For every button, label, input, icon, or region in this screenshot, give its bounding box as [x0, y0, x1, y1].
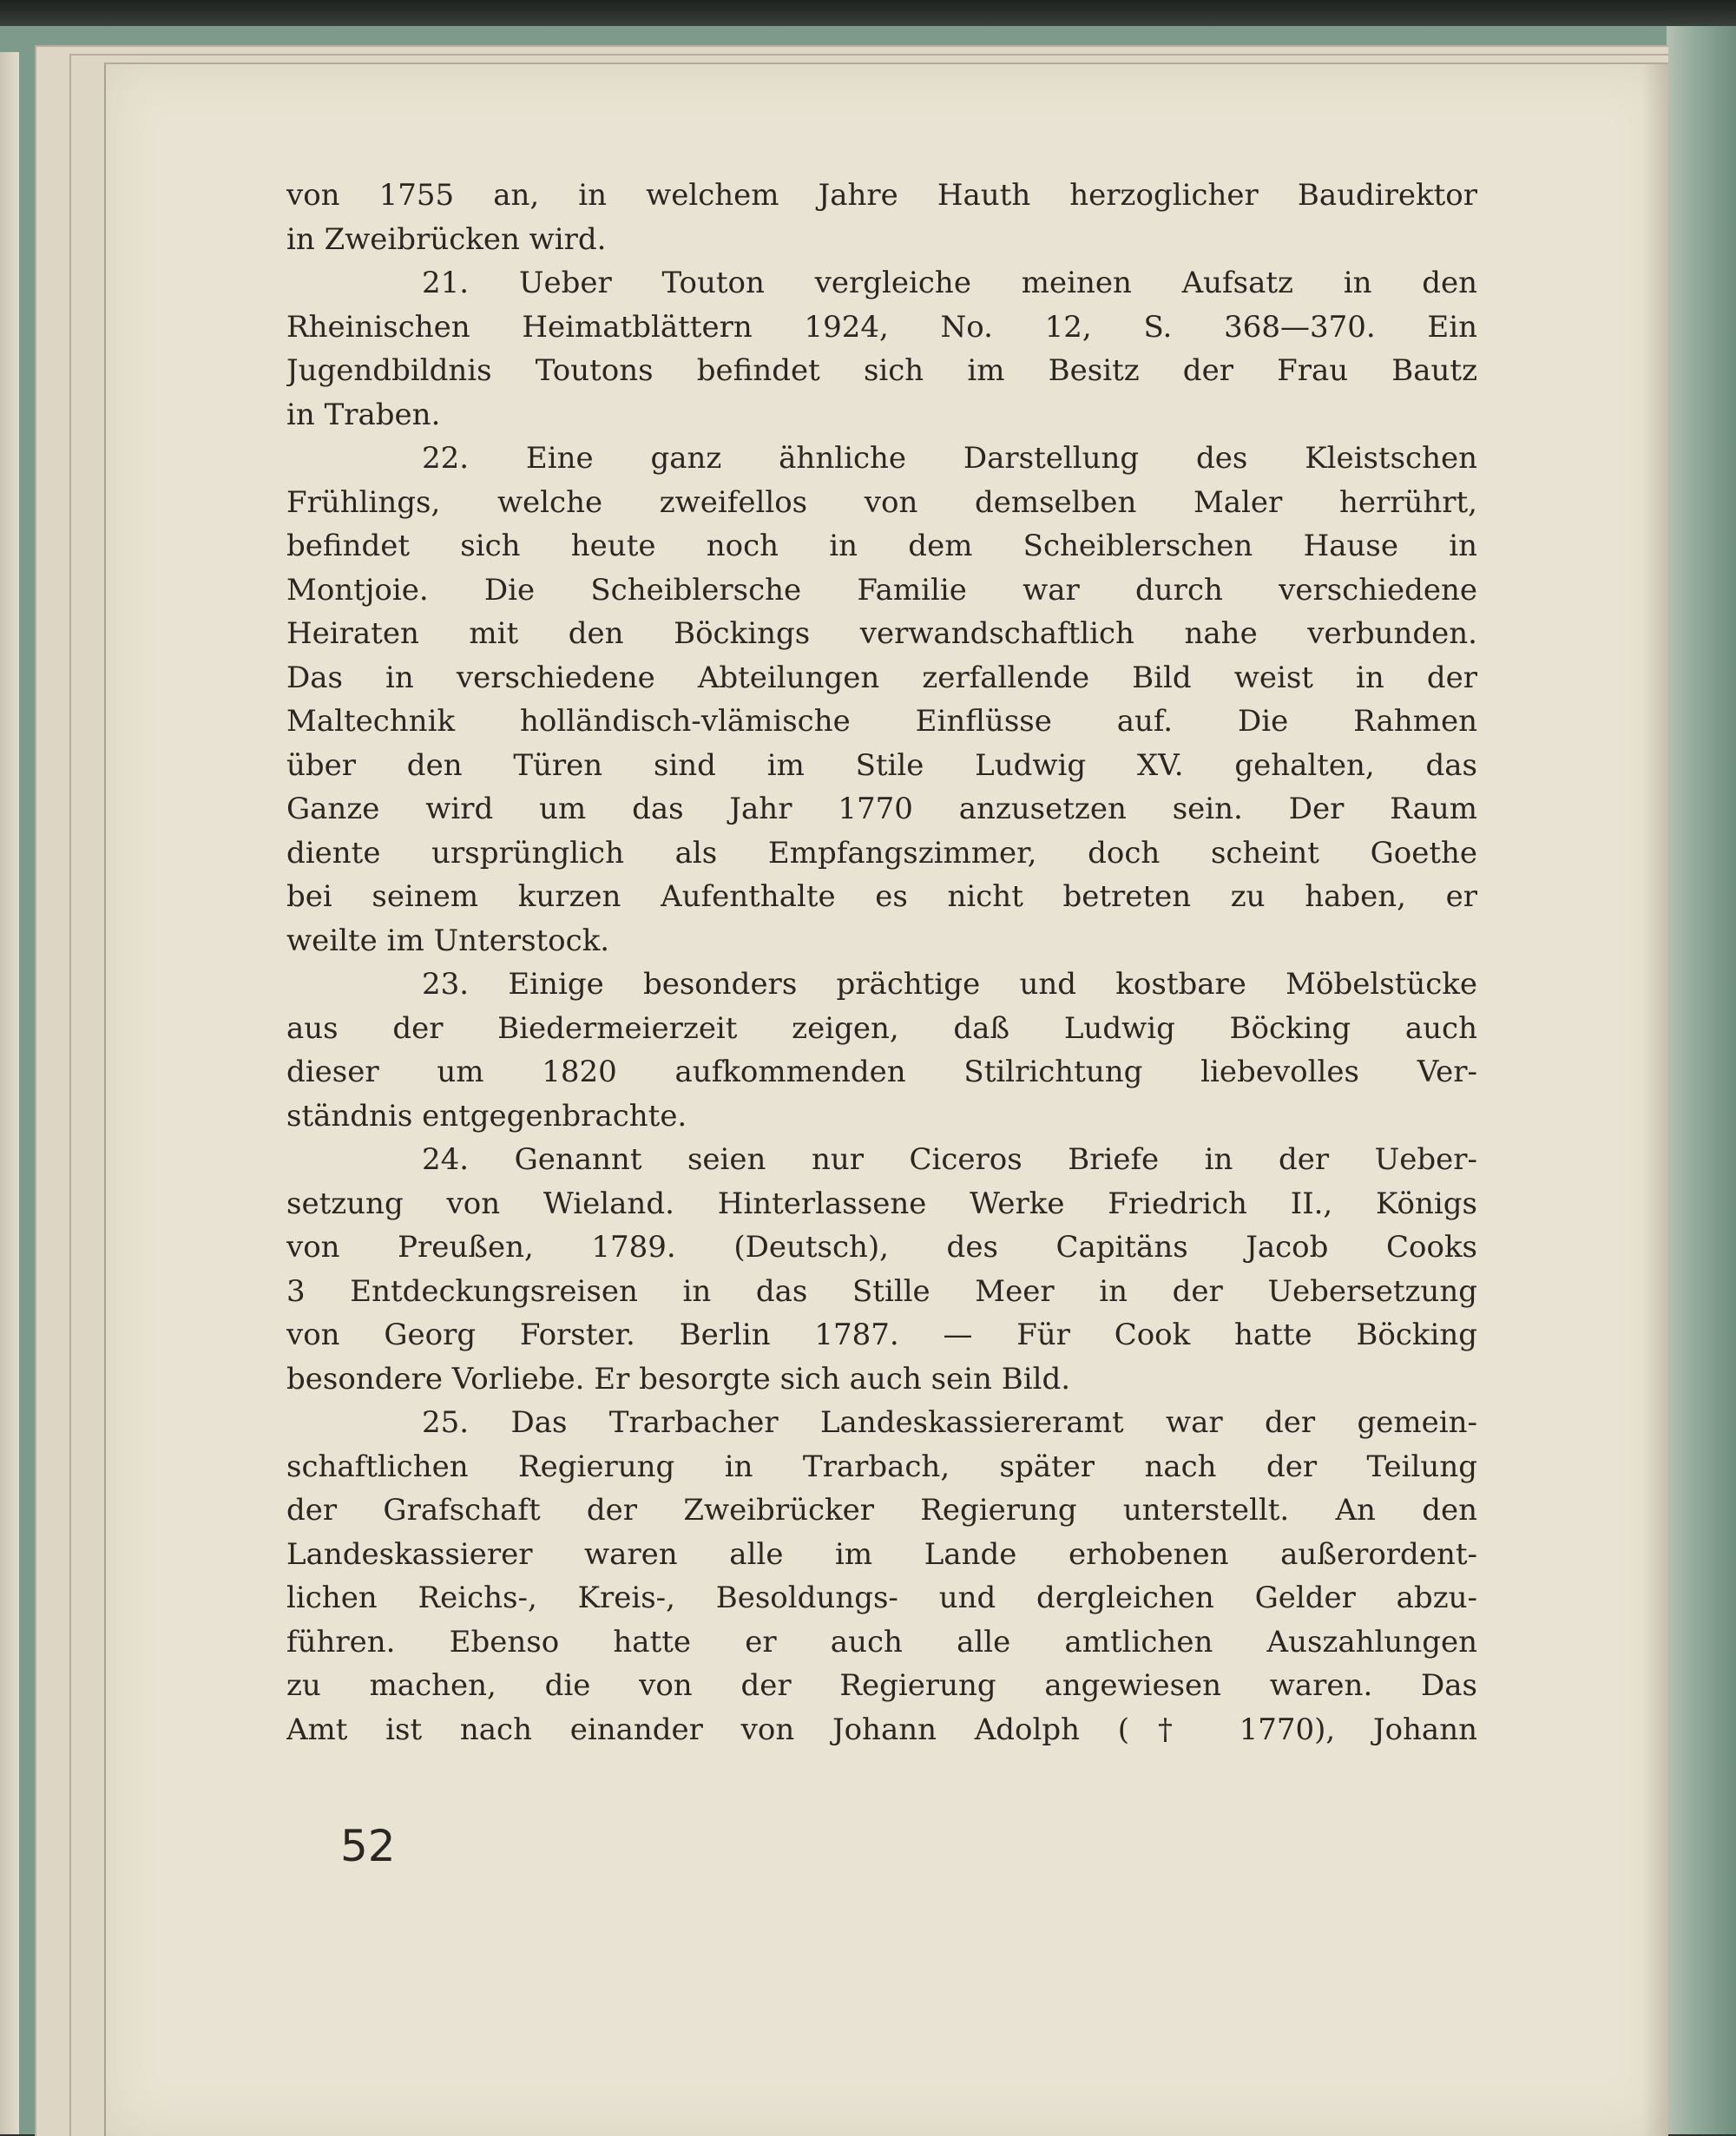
- text-line: in Traben.: [286, 397, 441, 432]
- text-line: ständnis entgegenbrachte.: [286, 1098, 687, 1134]
- text-line: befindet sich heute noch in dem Scheiblerschen Hause in: [286, 529, 1477, 563]
- text-line: 21. Ueber Touton vergleiche meinen Aufsatz in den: [422, 266, 1477, 300]
- text-line: 23. Einige besonders prächtige und kostbare Möbelstücke: [422, 967, 1477, 1002]
- text-line: Das in verschiedene Abteilungen zerfallende Bild weist in der: [286, 660, 1477, 695]
- text-line: dieser um 1820 aufkommenden Stilrichtung liebevolles Ver-: [286, 1055, 1477, 1089]
- page-gutter-shadow: [1642, 64, 1668, 2136]
- text-line: in Zweibrücken wird.: [286, 221, 607, 257]
- text-line: weilte im Unterstock.: [286, 923, 610, 958]
- text-line: von Preußen, 1789. (Deutsch), des Capitäns Jacob Cooks: [286, 1230, 1477, 1265]
- text-line: Ganze wird um das Jahr 1770 anzusetzen sein. Der Raum: [286, 792, 1477, 826]
- text-line: der Grafschaft der Zweibrücker Regierung unterstellt. An den: [286, 1493, 1477, 1528]
- text-line: über den Türen sind im Stile Ludwig XV. gehalten, das: [286, 747, 1477, 783]
- text-line: lichen Reichs-, Kreis-, Besoldungs- und dergleichen Gelder abzu-: [286, 1581, 1477, 1615]
- page-edges-left: [0, 52, 19, 2134]
- text-line: diente ursprünglich als Empfangszimmer, doch scheint Goethe: [286, 835, 1477, 871]
- page-number: 52: [340, 1821, 396, 1871]
- text-line: 22. Eine ganz ähnliche Darstellung des Kleistschen: [422, 441, 1477, 476]
- text-line: Landeskassierer waren alle im Lande erhobenen außerordent-: [286, 1536, 1477, 1572]
- text-line: 3 Entdeckungsreisen in das Stille Meer in der Uebersetzung: [286, 1273, 1477, 1309]
- text-line: schaftlichen Regierung in Trarbach, später nach der Teilung: [286, 1449, 1477, 1484]
- text-line: Jugendbildnis Toutons befindet sich im Besitz der Frau Bautz: [286, 353, 1477, 388]
- text-line: zu machen, die von der Regierung angewiesen waren. Das: [286, 1668, 1477, 1703]
- text-line: besondere Vorliebe. Er besorgte sich auch sein Bild.: [286, 1361, 1071, 1397]
- text-line: 24. Genannt seien nur Ciceros Briefe in der Ueber-: [422, 1142, 1477, 1177]
- book-cover-edge: [1667, 26, 1736, 2134]
- text-line: Heiraten mit den Böckings verwandschaftlich nahe verbunden.: [286, 616, 1477, 651]
- scan-background: [0, 0, 1736, 26]
- text-line: Maltechnik holländisch-vlämische Einflüsse auf. Die Rahmen: [286, 704, 1477, 739]
- text-line: von 1755 an, in welchem Jahre Hauth herzoglicher Baudirektor: [286, 178, 1477, 213]
- text-line: Montjoie. Die Scheiblersche Familie war durch verschiedene: [286, 572, 1477, 608]
- text-line: Frühlings, welche zweifellos von demselben Maler herrührt,: [286, 484, 1477, 520]
- text-line: führen. Ebenso hatte er auch alle amtlichen Auszahlungen: [286, 1624, 1477, 1660]
- text-line: Rheinischen Heimatblättern 1924, No. 12, S. 368—370. Ein: [286, 309, 1477, 345]
- text-line: 25. Das Trarbacher Landeskassiereramt war der gemein-: [422, 1405, 1477, 1440]
- text-line: setzung von Wieland. Hinterlassene Werke Friedrich II., Königs: [286, 1186, 1477, 1221]
- text-line: bei seinem kurzen Aufenthalte es nicht betreten zu haben, er: [286, 879, 1477, 914]
- text-line: Amt ist nach einander von Johann Adolph († 1770), Johann: [286, 1712, 1477, 1747]
- footnotes-text-block: [286, 174, 1477, 1752]
- text-line: von Georg Forster. Berlin 1787. — Für Cook hatte Böcking: [286, 1318, 1477, 1352]
- text-line: aus der Biedermeierzeit zeigen, daß Ludwig Böcking auch: [286, 1010, 1477, 1046]
